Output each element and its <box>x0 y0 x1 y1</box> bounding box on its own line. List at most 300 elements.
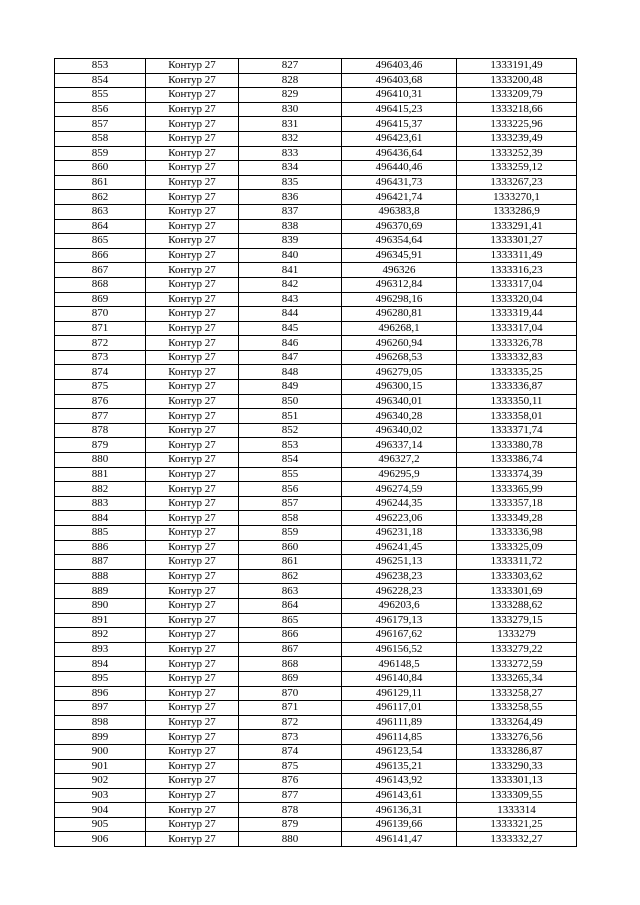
y-coordinate-cell: 1333265,34 <box>457 671 577 686</box>
y-coordinate-cell: 1333191,49 <box>457 59 577 74</box>
row-number-cell: 883 <box>55 496 146 511</box>
x-coordinate-cell: 496139,66 <box>342 817 457 832</box>
row-number-cell: 903 <box>55 788 146 803</box>
y-coordinate-cell: 1333301,13 <box>457 774 577 789</box>
contour-cell: Контур 27 <box>146 277 239 292</box>
contour-cell: Контур 27 <box>146 234 239 249</box>
contour-cell: Контур 27 <box>146 832 239 847</box>
row-number-cell: 861 <box>55 175 146 190</box>
row-number-cell: 875 <box>55 380 146 395</box>
table-row <box>55 161 577 176</box>
row-number-cell: 894 <box>55 657 146 672</box>
table-row <box>55 671 577 686</box>
y-coordinate-cell: 1333332,83 <box>457 350 577 365</box>
point-number-cell: 879 <box>239 817 342 832</box>
table-row <box>55 292 577 307</box>
contour-cell: Контур 27 <box>146 642 239 657</box>
x-coordinate-cell: 496167,62 <box>342 628 457 643</box>
y-coordinate-cell: 1333290,33 <box>457 759 577 774</box>
row-number-cell: 854 <box>55 73 146 88</box>
row-number-cell: 855 <box>55 88 146 103</box>
table-row <box>55 394 577 409</box>
point-number-cell: 828 <box>239 73 342 88</box>
y-coordinate-cell: 1333286,9 <box>457 204 577 219</box>
table-row <box>55 803 577 818</box>
y-coordinate-cell: 1333279,22 <box>457 642 577 657</box>
table-row <box>55 59 577 74</box>
contour-cell: Контур 27 <box>146 526 239 541</box>
x-coordinate-cell: 496148,5 <box>342 657 457 672</box>
table-row <box>55 526 577 541</box>
x-coordinate-cell: 496440,46 <box>342 161 457 176</box>
y-coordinate-cell: 1333225,96 <box>457 117 577 132</box>
y-coordinate-cell: 1333320,04 <box>457 292 577 307</box>
contour-cell: Контур 27 <box>146 788 239 803</box>
y-coordinate-cell: 1333365,99 <box>457 482 577 497</box>
y-coordinate-cell: 1333209,79 <box>457 88 577 103</box>
point-number-cell: 853 <box>239 438 342 453</box>
table-row <box>55 175 577 190</box>
y-coordinate-cell: 1333326,78 <box>457 336 577 351</box>
point-number-cell: 855 <box>239 467 342 482</box>
row-number-cell: 870 <box>55 307 146 322</box>
table-row <box>55 380 577 395</box>
row-number-cell: 881 <box>55 467 146 482</box>
y-coordinate-cell: 1333311,49 <box>457 248 577 263</box>
table-row <box>55 598 577 613</box>
contour-cell: Контур 27 <box>146 146 239 161</box>
table-row <box>55 832 577 847</box>
contour-cell: Контур 27 <box>146 730 239 745</box>
contour-cell: Контур 27 <box>146 102 239 117</box>
row-number-cell: 900 <box>55 744 146 759</box>
x-coordinate-cell: 496111,89 <box>342 715 457 730</box>
contour-cell: Контур 27 <box>146 613 239 628</box>
y-coordinate-cell: 1333279,15 <box>457 613 577 628</box>
x-coordinate-cell: 496228,23 <box>342 584 457 599</box>
y-coordinate-cell: 1333218,66 <box>457 102 577 117</box>
table-row <box>55 117 577 132</box>
point-number-cell: 865 <box>239 613 342 628</box>
x-coordinate-cell: 496260,94 <box>342 336 457 351</box>
x-coordinate-cell: 496415,23 <box>342 102 457 117</box>
x-coordinate-cell: 496383,8 <box>342 204 457 219</box>
row-number-cell: 867 <box>55 263 146 278</box>
y-coordinate-cell: 1333303,62 <box>457 569 577 584</box>
point-number-cell: 864 <box>239 598 342 613</box>
table-row <box>55 277 577 292</box>
x-coordinate-cell: 496140,84 <box>342 671 457 686</box>
table-row <box>55 336 577 351</box>
contour-cell: Контур 27 <box>146 628 239 643</box>
point-number-cell: 859 <box>239 526 342 541</box>
y-coordinate-cell: 1333309,55 <box>457 788 577 803</box>
point-number-cell: 830 <box>239 102 342 117</box>
x-coordinate-cell: 496143,61 <box>342 788 457 803</box>
point-number-cell: 878 <box>239 803 342 818</box>
point-number-cell: 871 <box>239 701 342 716</box>
contour-cell: Контур 27 <box>146 817 239 832</box>
row-number-cell: 882 <box>55 482 146 497</box>
y-coordinate-cell: 1333317,04 <box>457 277 577 292</box>
point-number-cell: 837 <box>239 204 342 219</box>
x-coordinate-cell: 496223,06 <box>342 511 457 526</box>
table-row <box>55 788 577 803</box>
x-coordinate-cell: 496345,91 <box>342 248 457 263</box>
contour-cell: Контур 27 <box>146 263 239 278</box>
table-row <box>55 555 577 570</box>
row-number-cell: 885 <box>55 526 146 541</box>
table-row <box>55 102 577 117</box>
table-row <box>55 321 577 336</box>
contour-cell: Контур 27 <box>146 744 239 759</box>
y-coordinate-cell: 1333319,44 <box>457 307 577 322</box>
point-number-cell: 863 <box>239 584 342 599</box>
table-row <box>55 759 577 774</box>
contour-cell: Контур 27 <box>146 204 239 219</box>
y-coordinate-cell: 1333332,27 <box>457 832 577 847</box>
coordinates-table-body <box>55 59 577 847</box>
table-row <box>55 744 577 759</box>
point-number-cell: 841 <box>239 263 342 278</box>
contour-cell: Контур 27 <box>146 671 239 686</box>
point-number-cell: 849 <box>239 380 342 395</box>
x-coordinate-cell: 496403,46 <box>342 59 457 74</box>
row-number-cell: 864 <box>55 219 146 234</box>
point-number-cell: 850 <box>239 394 342 409</box>
row-number-cell: 874 <box>55 365 146 380</box>
contour-cell: Контур 27 <box>146 803 239 818</box>
point-number-cell: 838 <box>239 219 342 234</box>
contour-cell: Контур 27 <box>146 190 239 205</box>
row-number-cell: 905 <box>55 817 146 832</box>
table-row <box>55 263 577 278</box>
contour-cell: Контур 27 <box>146 380 239 395</box>
y-coordinate-cell: 1333258,55 <box>457 701 577 716</box>
point-number-cell: 860 <box>239 540 342 555</box>
table-row <box>55 219 577 234</box>
point-number-cell: 875 <box>239 759 342 774</box>
contour-cell: Контур 27 <box>146 701 239 716</box>
point-number-cell: 851 <box>239 409 342 424</box>
row-number-cell: 902 <box>55 774 146 789</box>
contour-cell: Контур 27 <box>146 365 239 380</box>
contour-cell: Контур 27 <box>146 438 239 453</box>
point-number-cell: 872 <box>239 715 342 730</box>
table-row <box>55 131 577 146</box>
row-number-cell: 872 <box>55 336 146 351</box>
table-row <box>55 248 577 263</box>
y-coordinate-cell: 1333336,87 <box>457 380 577 395</box>
point-number-cell: 866 <box>239 628 342 643</box>
point-number-cell: 827 <box>239 59 342 74</box>
contour-cell: Контур 27 <box>146 496 239 511</box>
table-row <box>55 190 577 205</box>
point-number-cell: 834 <box>239 161 342 176</box>
x-coordinate-cell: 496423,61 <box>342 131 457 146</box>
contour-cell: Контур 27 <box>146 482 239 497</box>
point-number-cell: 857 <box>239 496 342 511</box>
row-number-cell: 895 <box>55 671 146 686</box>
y-coordinate-cell: 1333301,27 <box>457 234 577 249</box>
row-number-cell: 898 <box>55 715 146 730</box>
point-number-cell: 867 <box>239 642 342 657</box>
y-coordinate-cell: 1333264,49 <box>457 715 577 730</box>
table-row <box>55 482 577 497</box>
point-number-cell: 839 <box>239 234 342 249</box>
row-number-cell: 862 <box>55 190 146 205</box>
x-coordinate-cell: 496326 <box>342 263 457 278</box>
point-number-cell: 840 <box>239 248 342 263</box>
y-coordinate-cell: 1333374,39 <box>457 467 577 482</box>
row-number-cell: 869 <box>55 292 146 307</box>
row-number-cell: 879 <box>55 438 146 453</box>
row-number-cell: 871 <box>55 321 146 336</box>
point-number-cell: 870 <box>239 686 342 701</box>
row-number-cell: 896 <box>55 686 146 701</box>
y-coordinate-cell: 1333357,18 <box>457 496 577 511</box>
y-coordinate-cell: 1333316,23 <box>457 263 577 278</box>
y-coordinate-cell: 1333371,74 <box>457 423 577 438</box>
contour-cell: Контур 27 <box>146 540 239 555</box>
row-number-cell: 893 <box>55 642 146 657</box>
point-number-cell: 832 <box>239 131 342 146</box>
table-row <box>55 467 577 482</box>
point-number-cell: 847 <box>239 350 342 365</box>
contour-cell: Контур 27 <box>146 394 239 409</box>
x-coordinate-cell: 496136,31 <box>342 803 457 818</box>
contour-cell: Контур 27 <box>146 423 239 438</box>
x-coordinate-cell: 496415,37 <box>342 117 457 132</box>
row-number-cell: 889 <box>55 584 146 599</box>
contour-cell: Контур 27 <box>146 584 239 599</box>
contour-cell: Контур 27 <box>146 657 239 672</box>
y-coordinate-cell: 1333288,62 <box>457 598 577 613</box>
point-number-cell: 835 <box>239 175 342 190</box>
x-coordinate-cell: 496300,15 <box>342 380 457 395</box>
row-number-cell: 887 <box>55 555 146 570</box>
y-coordinate-cell: 1333350,11 <box>457 394 577 409</box>
x-coordinate-cell: 496123,54 <box>342 744 457 759</box>
x-coordinate-cell: 496141,47 <box>342 832 457 847</box>
x-coordinate-cell: 496203,6 <box>342 598 457 613</box>
point-number-cell: 829 <box>239 88 342 103</box>
y-coordinate-cell: 1333258,27 <box>457 686 577 701</box>
point-number-cell: 846 <box>239 336 342 351</box>
contour-cell: Контур 27 <box>146 409 239 424</box>
y-coordinate-cell: 1333279 <box>457 628 577 643</box>
table-row <box>55 613 577 628</box>
x-coordinate-cell: 496135,21 <box>342 759 457 774</box>
table-row <box>55 365 577 380</box>
row-number-cell: 857 <box>55 117 146 132</box>
coordinates-table <box>54 58 577 847</box>
contour-cell: Контур 27 <box>146 453 239 468</box>
x-coordinate-cell: 496298,16 <box>342 292 457 307</box>
y-coordinate-cell: 1333349,28 <box>457 511 577 526</box>
row-number-cell: 901 <box>55 759 146 774</box>
row-number-cell: 863 <box>55 204 146 219</box>
table-row <box>55 569 577 584</box>
row-number-cell: 866 <box>55 248 146 263</box>
y-coordinate-cell: 1333386,74 <box>457 453 577 468</box>
x-coordinate-cell: 496114,85 <box>342 730 457 745</box>
table-row <box>55 234 577 249</box>
contour-cell: Контур 27 <box>146 598 239 613</box>
x-coordinate-cell: 496241,45 <box>342 540 457 555</box>
point-number-cell: 874 <box>239 744 342 759</box>
table-row <box>55 496 577 511</box>
table-row <box>55 88 577 103</box>
contour-cell: Контур 27 <box>146 248 239 263</box>
table-row <box>55 584 577 599</box>
y-coordinate-cell: 1333267,23 <box>457 175 577 190</box>
contour-cell: Контур 27 <box>146 467 239 482</box>
row-number-cell: 884 <box>55 511 146 526</box>
table-row <box>55 701 577 716</box>
contour-cell: Контур 27 <box>146 774 239 789</box>
point-number-cell: 877 <box>239 788 342 803</box>
x-coordinate-cell: 496431,73 <box>342 175 457 190</box>
contour-cell: Контур 27 <box>146 715 239 730</box>
y-coordinate-cell: 1333336,98 <box>457 526 577 541</box>
x-coordinate-cell: 496327,2 <box>342 453 457 468</box>
x-coordinate-cell: 496337,14 <box>342 438 457 453</box>
row-number-cell: 860 <box>55 161 146 176</box>
point-number-cell: 862 <box>239 569 342 584</box>
contour-cell: Контур 27 <box>146 219 239 234</box>
row-number-cell: 899 <box>55 730 146 745</box>
contour-cell: Контур 27 <box>146 511 239 526</box>
row-number-cell: 858 <box>55 131 146 146</box>
table-row <box>55 511 577 526</box>
y-coordinate-cell: 1333276,56 <box>457 730 577 745</box>
row-number-cell: 876 <box>55 394 146 409</box>
y-coordinate-cell: 1333311,72 <box>457 555 577 570</box>
table-row <box>55 774 577 789</box>
row-number-cell: 877 <box>55 409 146 424</box>
point-number-cell: 831 <box>239 117 342 132</box>
x-coordinate-cell: 496238,23 <box>342 569 457 584</box>
table-row <box>55 628 577 643</box>
x-coordinate-cell: 496279,05 <box>342 365 457 380</box>
contour-cell: Контур 27 <box>146 569 239 584</box>
row-number-cell: 880 <box>55 453 146 468</box>
y-coordinate-cell: 1333317,04 <box>457 321 577 336</box>
x-coordinate-cell: 496370,69 <box>342 219 457 234</box>
contour-cell: Контур 27 <box>146 117 239 132</box>
x-coordinate-cell: 496231,18 <box>342 526 457 541</box>
x-coordinate-cell: 496251,13 <box>342 555 457 570</box>
y-coordinate-cell: 1333270,1 <box>457 190 577 205</box>
point-number-cell: 852 <box>239 423 342 438</box>
y-coordinate-cell: 1333291,41 <box>457 219 577 234</box>
row-number-cell: 873 <box>55 350 146 365</box>
point-number-cell: 836 <box>239 190 342 205</box>
row-number-cell: 891 <box>55 613 146 628</box>
table-row <box>55 540 577 555</box>
table-row <box>55 453 577 468</box>
x-coordinate-cell: 496421,74 <box>342 190 457 205</box>
point-number-cell: 858 <box>239 511 342 526</box>
x-coordinate-cell: 496312,84 <box>342 277 457 292</box>
row-number-cell: 868 <box>55 277 146 292</box>
contour-cell: Контур 27 <box>146 321 239 336</box>
contour-cell: Контур 27 <box>146 88 239 103</box>
contour-cell: Контур 27 <box>146 555 239 570</box>
contour-cell: Контур 27 <box>146 307 239 322</box>
row-number-cell: 859 <box>55 146 146 161</box>
y-coordinate-cell: 1333286,87 <box>457 744 577 759</box>
x-coordinate-cell: 496340,01 <box>342 394 457 409</box>
row-number-cell: 865 <box>55 234 146 249</box>
x-coordinate-cell: 496280,81 <box>342 307 457 322</box>
point-number-cell: 869 <box>239 671 342 686</box>
point-number-cell: 861 <box>239 555 342 570</box>
contour-cell: Контур 27 <box>146 175 239 190</box>
point-number-cell: 848 <box>239 365 342 380</box>
y-coordinate-cell: 1333358,01 <box>457 409 577 424</box>
y-coordinate-cell: 1333301,69 <box>457 584 577 599</box>
y-coordinate-cell: 1333380,78 <box>457 438 577 453</box>
contour-cell: Контур 27 <box>146 59 239 74</box>
y-coordinate-cell: 1333335,25 <box>457 365 577 380</box>
x-coordinate-cell: 496129,11 <box>342 686 457 701</box>
y-coordinate-cell: 1333314 <box>457 803 577 818</box>
document-page <box>54 58 576 847</box>
row-number-cell: 853 <box>55 59 146 74</box>
y-coordinate-cell: 1333325,09 <box>457 540 577 555</box>
row-number-cell: 856 <box>55 102 146 117</box>
x-coordinate-cell: 496295,9 <box>342 467 457 482</box>
row-number-cell: 878 <box>55 423 146 438</box>
x-coordinate-cell: 496156,52 <box>342 642 457 657</box>
x-coordinate-cell: 496403,68 <box>342 73 457 88</box>
contour-cell: Контур 27 <box>146 292 239 307</box>
x-coordinate-cell: 496244,35 <box>342 496 457 511</box>
table-row <box>55 204 577 219</box>
y-coordinate-cell: 1333321,25 <box>457 817 577 832</box>
point-number-cell: 876 <box>239 774 342 789</box>
point-number-cell: 833 <box>239 146 342 161</box>
y-coordinate-cell: 1333239,49 <box>457 131 577 146</box>
point-number-cell: 868 <box>239 657 342 672</box>
table-row <box>55 350 577 365</box>
contour-cell: Контур 27 <box>146 350 239 365</box>
table-row <box>55 730 577 745</box>
table-row <box>55 438 577 453</box>
table-row <box>55 642 577 657</box>
x-coordinate-cell: 496117,01 <box>342 701 457 716</box>
table-row <box>55 146 577 161</box>
table-row <box>55 715 577 730</box>
row-number-cell: 892 <box>55 628 146 643</box>
point-number-cell: 845 <box>239 321 342 336</box>
y-coordinate-cell: 1333259,12 <box>457 161 577 176</box>
contour-cell: Контур 27 <box>146 686 239 701</box>
x-coordinate-cell: 496268,1 <box>342 321 457 336</box>
point-number-cell: 842 <box>239 277 342 292</box>
x-coordinate-cell: 496268,53 <box>342 350 457 365</box>
row-number-cell: 890 <box>55 598 146 613</box>
table-row <box>55 307 577 322</box>
table-row <box>55 73 577 88</box>
table-row <box>55 686 577 701</box>
table-row <box>55 409 577 424</box>
y-coordinate-cell: 1333272,59 <box>457 657 577 672</box>
x-coordinate-cell: 496143,92 <box>342 774 457 789</box>
point-number-cell: 854 <box>239 453 342 468</box>
